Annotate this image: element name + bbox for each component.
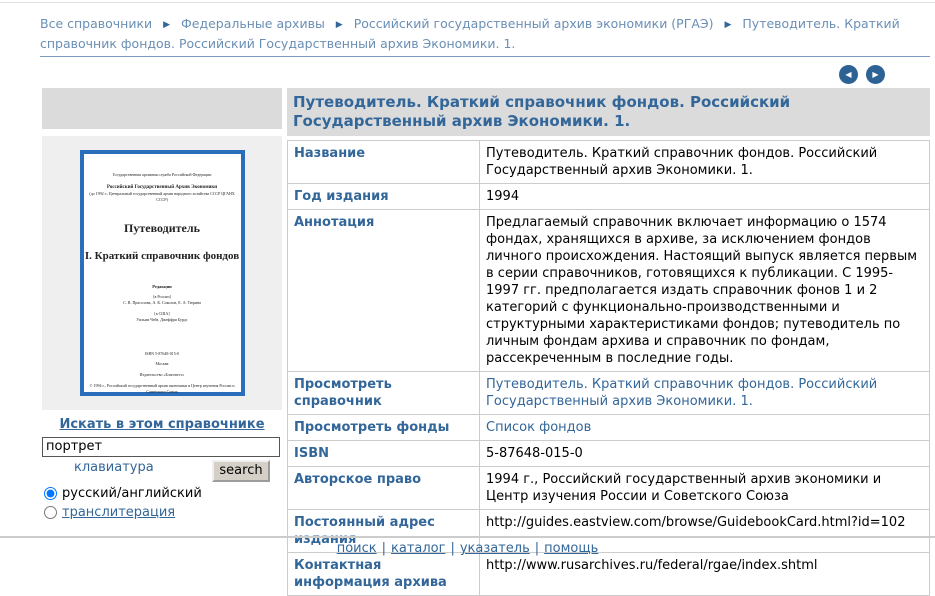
field-value: Путеводитель. Краткий справочник фондов. Российский Государственный архив Экономики. 1.: [486, 146, 878, 178]
table-row-annotation: [288, 210, 929, 372]
table-row-archive-contact: [288, 553, 929, 595]
transliteration-option-row: [42, 505, 282, 520]
cover-publisher: Издательство «Благовест»: [139, 372, 185, 377]
breadcrumb-arrow-icon: ▶: [335, 20, 343, 30]
left-column: [42, 88, 282, 520]
breadcrumb-link-current-guidebook[interactable]: Путеводитель. Краткий справочник фондов. Российский Государственный архив Экономики. 1.: [40, 16, 900, 51]
cover-editors-heading: Редакции: [152, 284, 172, 289]
field-value: http://guides.eastview.com/browse/GuidebookCard.html?id=102: [486, 515, 906, 530]
cover-editors-russia: [84, 294, 241, 306]
field-label: Аннотация: [288, 210, 480, 371]
table-row-view-fonds: [288, 415, 929, 441]
cover-editors-us-names: Уильям Чейз, Джеффри Бурдс: [136, 317, 188, 322]
field-label: Постоянный адрес издания: [288, 510, 480, 552]
cover-title: Путеводитель: [124, 221, 200, 235]
radio-transliteration[interactable]: [44, 506, 57, 519]
main-content: [42, 88, 930, 596]
radio-transliteration-label[interactable]: транслитерация: [62, 504, 176, 520]
cover-agency-line: Государственная архивная служба Российской Федерации: [112, 172, 212, 177]
footer: [0, 536, 935, 556]
search-in-guidebook-heading: Искать в этом справочнике: [59, 417, 265, 432]
cover-editors-ru-label: [в России]: [153, 294, 171, 299]
search-input[interactable]: [42, 437, 280, 457]
field-label: Название: [288, 141, 480, 183]
breadcrumb-link-federal-archives[interactable]: Федеральные архивы: [181, 16, 325, 31]
fond-list-link[interactable]: Список фондов: [486, 420, 592, 435]
cover-section: [42, 136, 282, 410]
cover-isbn: ISBN 5-87648-015-0: [144, 351, 180, 356]
radio-russian-english-label[interactable]: русский/английский: [62, 485, 202, 501]
footer-link-search[interactable]: поиск: [336, 541, 377, 556]
page-title: Путеводитель. Краткий справочник фондов. Российский Государственный архив Экономики. 1.: [287, 88, 930, 136]
cover-editors-ru-names: С. В. Прасолова, А. К. Соколов, Е. А. Тюрина: [123, 300, 201, 305]
footer-link-index[interactable]: указатель: [459, 541, 530, 556]
table-row-copyright: [288, 467, 929, 510]
field-label: Год издания: [288, 184, 480, 209]
cover-city: Москва: [155, 361, 169, 366]
field-value: Предлагаемый справочник включает информацию о 1574 фондах, хранящихся в архиве, за исключением фондов личного происхождения. Настоящий выпуск является первым в серии справочников, готовящихся к публикации. С 1995-1997 гг. предполагается издать справочник фонов 1 и 2 категорий с функционально-производственными и структурными характеристиками фондов; путеводитель по личным фондам архива и справочник по фондам, рассекреченным в последние годы.: [486, 215, 918, 366]
footer-link-help[interactable]: помощь: [544, 541, 599, 556]
table-row-year: [288, 184, 929, 210]
table-row-isbn: [288, 441, 929, 467]
field-value: 5-87648-015-0: [486, 446, 583, 461]
table-row-view-guidebook: [288, 372, 929, 415]
previous-button[interactable]: ◀: [839, 65, 858, 84]
nav-row: [0, 57, 935, 88]
cover-archive-note: (до 1992 г., Центральный государственный архив народного хозяйства СССР ЦГАНХ СССР): [89, 191, 235, 202]
table-row-name: [288, 141, 929, 184]
field-label: ISBN: [288, 441, 480, 466]
page: [0, 2, 935, 590]
footer-separator: |: [450, 541, 455, 556]
field-label: Просмотреть фонды: [288, 415, 480, 440]
breadcrumb-link-all-guides[interactable]: Все справочники: [40, 16, 153, 31]
field-label: Просмотреть справочник: [288, 372, 480, 414]
cover-archive-name: Российский Государственный Архив Экономики: [106, 185, 218, 190]
search-button[interactable]: search: [212, 460, 270, 482]
field-value: 1994 г., Российский государственный архив экономики и Центр изучения России и Советского Союза: [486, 472, 882, 504]
book-cover-image: [80, 150, 245, 396]
cover-editors-usa: [84, 311, 241, 323]
breadcrumb-link-rgae[interactable]: Российский государственный архив экономики (РГАЭ): [353, 16, 714, 31]
language-option-row: [42, 486, 282, 501]
footer-link-catalog[interactable]: каталог: [391, 541, 446, 556]
cover-editors-us-label: [в США]: [154, 311, 170, 316]
field-label: Контактная информация архива: [288, 553, 480, 595]
breadcrumb-arrow-icon: ▶: [724, 20, 732, 30]
cover-subtitle: I. Краткий справочник фондов: [84, 250, 240, 262]
field-value: 1994: [486, 189, 520, 204]
search-panel: [42, 410, 282, 520]
detail-table: [287, 140, 930, 596]
search-controls-row: [42, 460, 282, 482]
footer-separator: |: [381, 541, 386, 556]
cover-copyright: © 1994 г., Российский государственный архив экономики и Центр изучения России и Советского Союза: [89, 383, 235, 394]
breadcrumb-arrow-icon: ▶: [163, 20, 171, 30]
keyboard-link[interactable]: клавиатура: [74, 459, 154, 475]
view-guidebook-link[interactable]: Путеводитель. Краткий справочник фондов. Российский Государственный архив Экономики. 1.: [486, 377, 878, 409]
radio-russian-english[interactable]: [44, 487, 57, 500]
left-header-bar: [42, 88, 282, 129]
breadcrumb: [40, 15, 930, 57]
footer-separator: |: [534, 541, 540, 556]
field-label: Авторское право: [288, 467, 480, 509]
field-value: http://www.rusarchives.ru/federal/rgae/index.shtml: [486, 558, 818, 573]
next-button[interactable]: ▶: [866, 65, 885, 84]
pager-arrows: [836, 62, 885, 84]
detail-panel: [287, 88, 930, 596]
top-divider: [0, 2, 935, 3]
